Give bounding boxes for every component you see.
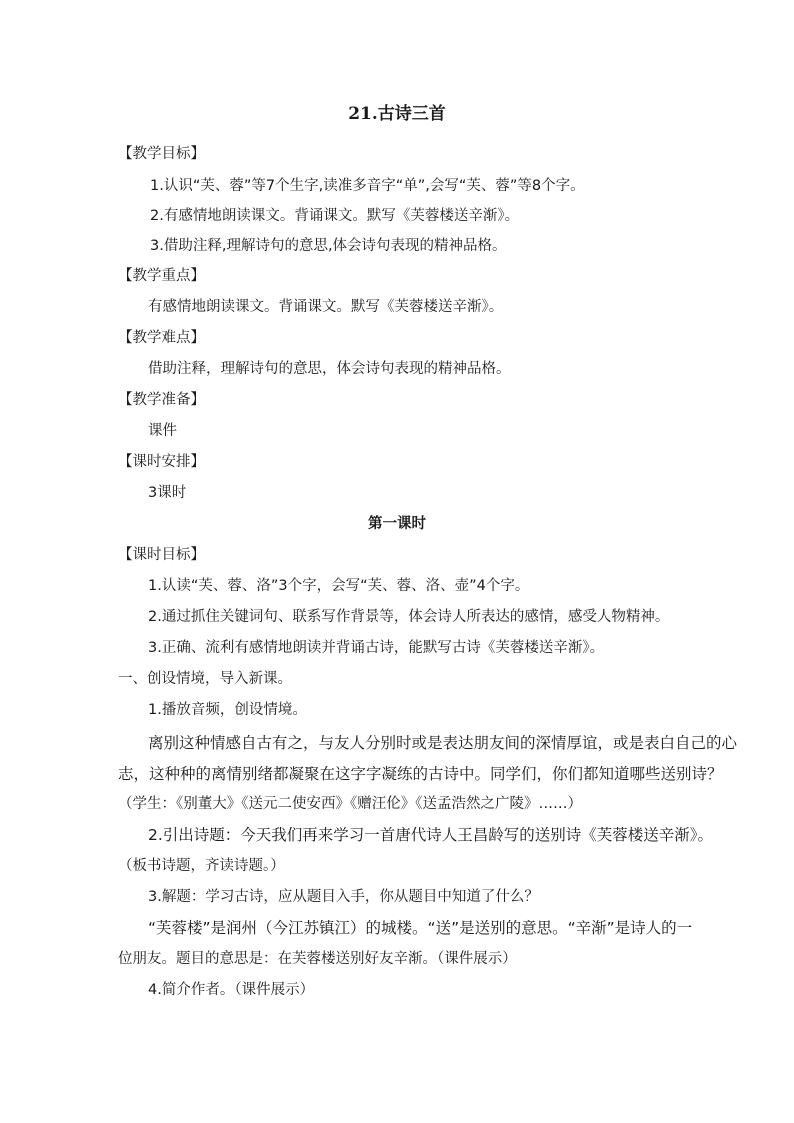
paragraph1-line2: 志，这种种的离情别绪都凝聚在这字字凝练的古诗中。同学们，你们都知道哪些送别诗？ — [118, 765, 723, 783]
teaching-goal-3: 3.借助注释,理解诗句的意思,体会诗句表现的精神品格。 — [150, 238, 507, 254]
lesson-goal-2: 2.通过抓住关键词句、联系写作背景等，体会诗人所表达的感情，感受人物精神。 — [148, 609, 670, 625]
teaching-prep-text: 课件 — [148, 423, 177, 439]
teaching-difficulty-heading: 【教学难点】 — [118, 330, 205, 346]
schedule-text: 3课时 — [148, 485, 187, 501]
step2-line1: 2.引出诗题：今天我们再来学习一首唐代诗人王昌龄写的送别诗《芙蓉楼送辛渐》。 — [148, 826, 714, 844]
lesson-goal-1: 1.认读“芙、蓉、洛”3个字，会写“芙、蓉、洛、壶”4个字。 — [148, 578, 530, 594]
teaching-key-text: 有感情地朗读课文。背诵课文。默写《芙蓉楼送辛渐》。 — [148, 299, 504, 315]
teaching-goal-2: 2.有感情地朗读课文。背诵课文。默写《芙蓉楼送辛渐》。 — [150, 208, 520, 224]
schedule-heading: 【课时安排】 — [118, 454, 205, 470]
step1-text: 1.播放音频，创设情境。 — [148, 702, 307, 718]
part1-heading: 一、创设情境，导入新课。 — [118, 671, 292, 687]
teaching-goals-heading: 【教学目标】 — [118, 146, 205, 162]
document-title: 21.古诗三首 — [348, 104, 446, 124]
paragraph3-line2: 位朋友。题目的意思是：在芙蓉楼送别好友辛渐。（课件展示） — [118, 951, 517, 967]
teaching-difficulty-text: 借助注释，理解诗句的意思，体会诗句表现的精神品格。 — [148, 361, 511, 377]
step2-line2: （板书诗题，齐读诗题。） — [118, 858, 285, 874]
teaching-key-heading: 【教学重点】 — [118, 268, 205, 284]
paragraph3-line1: “芙蓉楼”是润州（今江苏镇江）的城楼。“送”是送别的意思。“辛渐”是诗人的一 — [148, 919, 693, 937]
lesson1-title: 第一课时 — [368, 516, 426, 532]
teaching-prep-heading: 【教学准备】 — [118, 392, 205, 408]
paragraph1-line3: （学生：《别董大》《送元二使安西》《赠汪伦》《送孟浩然之广陵》……） — [118, 796, 582, 812]
lesson-goal-3: 3.正确、流利有感情地朗读并背诵古诗，能默写古诗《芙蓉楼送辛渐》。 — [148, 640, 605, 656]
lesson-goals-heading: 【课时目标】 — [118, 547, 205, 563]
teaching-goal-1: 1.认识“芙、蓉”等7个生字,读准多音字“单”,会写“芙、蓉”等8个字。 — [150, 178, 585, 194]
step3-text: 3.解题：学习古诗，应从题目入手，你从题目中知道了什么？ — [148, 889, 539, 905]
paragraph1-line1: 离别这种情感自古有之，与友人分别时或是表达朋友间的深情厚谊，或是表白自己的心 — [148, 734, 738, 752]
step4-text: 4.简介作者。（课件展示） — [148, 982, 315, 998]
